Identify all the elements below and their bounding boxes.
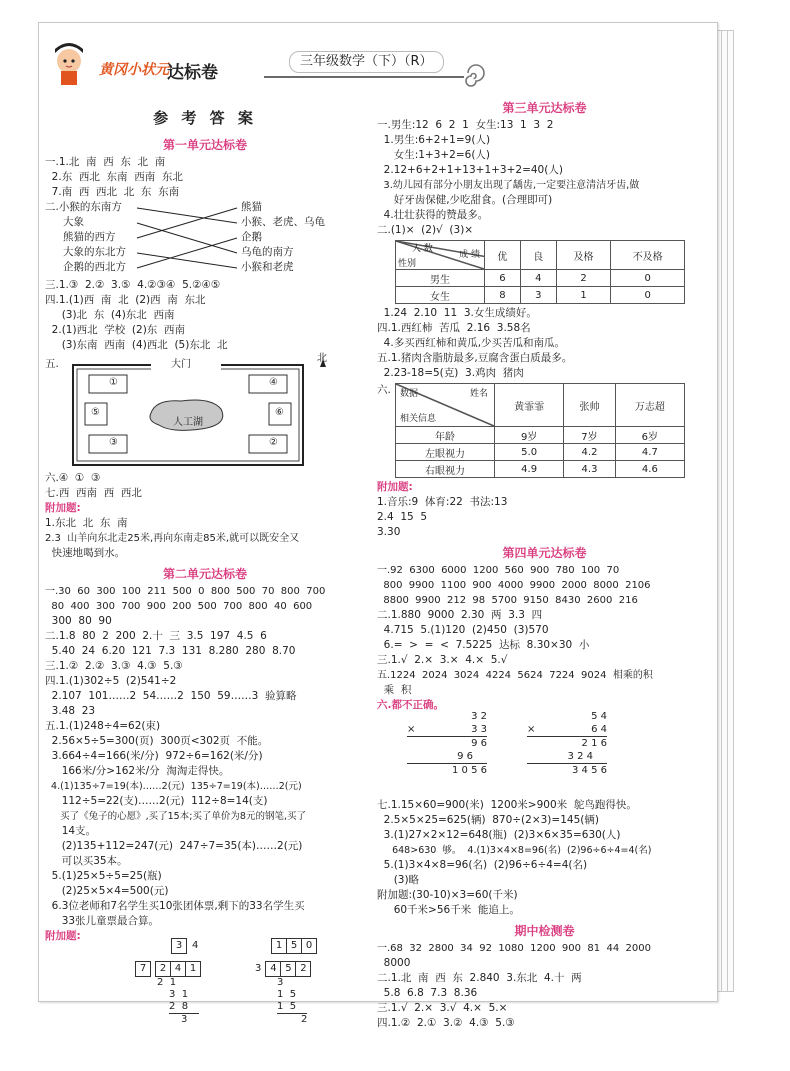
table-cell: 0 <box>611 287 685 304</box>
answer-title: 参 考 答 案 <box>153 109 257 127</box>
table-cell: 4.9 <box>495 461 564 478</box>
text-line: (3)北 东 (4)东北 西南 <box>45 309 175 321</box>
text-line: 四.1.(1)302÷5 (2)541÷2 <box>45 675 177 687</box>
text-line: 80 400 300 700 900 200 500 700 800 40 600 <box>45 601 313 612</box>
matching-diagram <box>45 200 365 278</box>
swirl-icon <box>464 61 488 85</box>
text-line: 300 80 90 <box>45 615 112 627</box>
division-section <box>45 929 365 1025</box>
table-cell: 4 <box>520 270 556 287</box>
table-cell: 8 <box>485 287 521 304</box>
text-line: 四.1.(1)西 南 北 (2)西 南 东北 <box>45 294 206 306</box>
column-header: 万志超 <box>615 384 684 427</box>
text-line: 3.664÷4=166(米/分) 972÷6=162(米/分) <box>45 750 263 762</box>
dividend-digit: 2 <box>155 961 171 977</box>
text-line: 5.(1)25×5÷5=25(瓶) <box>45 870 162 882</box>
text-line: 三.1.② 2.② 3.③ 4.③ 5.③ <box>45 660 183 672</box>
text-line: 二.(1)× (2)√ (3)× <box>377 224 474 236</box>
table-cell: 9岁 <box>495 427 564 444</box>
factor: 5 4 <box>591 711 607 722</box>
text-line: 三.1.√ 2.× 3.× 4.× 5.√ <box>377 654 508 666</box>
header-corner: 姓名 <box>469 389 488 399</box>
multiplication-1 <box>407 710 487 777</box>
row-label: 年龄 <box>396 427 495 444</box>
row-label: 右眼视力 <box>396 461 495 478</box>
product: 3 4 5 6 <box>572 765 607 776</box>
text-line: 二.1.8 80 2 200 2.十 三 3.5 197 4.5 6 <box>45 630 267 642</box>
text-line: 好牙齿保健,少吃甜食。(合理即可) <box>377 194 553 206</box>
header-corner: 相关信息 <box>400 414 437 424</box>
text-line: 5.8 6.8 7.3 8.36 <box>377 987 478 999</box>
text-line: 2.23-18=5(克) 3.鸡肉 猪肉 <box>377 367 524 379</box>
map-circle: ② <box>269 437 278 448</box>
text-line: 五.1.(1)248÷4=62(束) <box>45 720 161 732</box>
text-line: 买了《兔子的心愿》,买了15本;买了单价为8元的钢笔,买了 <box>45 811 306 822</box>
text-line: 14支。 <box>45 825 97 837</box>
match-right-item: 小猴和老虎 <box>241 261 294 273</box>
long-division-2 <box>255 933 355 1026</box>
text-line: 四.1.西红柿 苦瓜 2.16 3.58名 <box>377 322 531 334</box>
match-left-item: 二.小猴的东南方 <box>45 201 122 213</box>
text-line: 2.56×5÷5=300(页) 300页<302页 不能。 <box>45 735 269 747</box>
table-cell: 2 <box>556 270 611 287</box>
unit1-title: 第一单元达标卷 <box>162 138 247 152</box>
divisor: 3 <box>255 963 262 974</box>
text-line: 4.715 5.(1)120 (2)450 (3)570 <box>377 624 549 636</box>
dividend-digit: 5 <box>280 961 296 977</box>
text-line: 乘 积 <box>377 684 412 696</box>
text-line: 三.1.③ 2.② 3.⑤ 4.②③④ 5.②④⑤ <box>45 279 221 291</box>
extra-title: 附加题: <box>377 481 413 493</box>
text-line: 33张儿童票最合算。 <box>45 915 160 927</box>
table-row <box>396 444 685 461</box>
info-table-block <box>377 383 712 478</box>
text-line: 一.男生:12 6 2 1 女生:13 1 3 2 <box>377 119 554 131</box>
table-row <box>396 270 685 287</box>
right-column <box>377 95 712 1031</box>
table-cell: 4.2 <box>564 444 615 461</box>
unit2-title: 第二单元达标卷 <box>162 567 247 581</box>
factor: 3 2 <box>471 711 487 722</box>
extra2-title: 附加题: <box>45 930 81 942</box>
text-line: (2)25×5×4=500(元) <box>45 885 169 897</box>
logo-text: 黄冈小状元 <box>99 62 169 78</box>
table-row <box>396 427 685 444</box>
text-line: 1.音乐:9 体育:22 书法:13 <box>377 496 508 508</box>
factor-value: 6 4 <box>591 724 607 735</box>
map-circle: ③ <box>109 437 118 448</box>
text-line: 七.1.15×60=900(米) 1200米>900米 鸵鸟跑得快。 <box>377 799 637 811</box>
text-line: 2.12+6+2+1+13+1+3+2=40(人) <box>377 164 563 176</box>
text-line: 800 9900 1100 900 4000 9900 2000 8000 2106 <box>377 580 651 591</box>
quotient-digit: 3 <box>171 938 187 954</box>
match-left-item: 大象 <box>63 216 84 228</box>
header-divider <box>264 76 464 78</box>
partial-product: 9 6 <box>407 750 487 764</box>
unit4-title: 第四单元达标卷 <box>502 546 587 560</box>
info-table <box>395 383 685 478</box>
header-corner: 数据 <box>400 389 419 399</box>
text-line: 六.④ ① ③ <box>45 472 101 484</box>
text-line: 快速地喝到水。 <box>45 547 126 559</box>
row-label: 男生 <box>396 270 485 287</box>
text-line: 4.多买西红柿和黄瓜,少买苦瓜和南瓜。 <box>377 337 566 349</box>
text-line: (3)略 <box>377 874 420 886</box>
table-cell: 0 <box>611 270 685 287</box>
partial-product: 2 1 6 <box>581 738 607 749</box>
map-circle: ⑥ <box>275 407 284 418</box>
division-step: 1 5 <box>277 989 297 1000</box>
column-header: 不及格 <box>611 241 685 270</box>
extra-title: 附加题: <box>45 502 81 514</box>
grades-table <box>395 240 685 304</box>
text-line: 6.3位老师和7名学生买10张团体票,剩下的33名学生买 <box>45 900 305 912</box>
text-line: 4.壮壮获得的赞最多。 <box>377 209 489 221</box>
dividend-digit: 4 <box>170 961 186 977</box>
table-cell: 7岁 <box>564 427 615 444</box>
match-right-item: 小猴、老虎、乌龟 <box>241 216 325 228</box>
factor: × 6 4 <box>527 724 607 735</box>
text-line: 四.1.② 2.① 3.② 4.③ 5.③ <box>377 1017 515 1029</box>
text-line: 2.5×5×25=625(辆) 870÷(2×3)=145(辆) <box>377 814 599 826</box>
row-label: 女生 <box>396 287 485 304</box>
column-header: 优 <box>485 241 521 270</box>
text-line: 5.40 24 6.20 121 7.3 131 8.280 280 8.70 <box>45 645 296 657</box>
table-cell: 4.7 <box>615 444 684 461</box>
text-line: 二.1.880 9000 2.30 两 3.3 四 <box>377 609 543 621</box>
text-line: 三.1.√ 2.× 3.√ 4.× 5.× <box>377 1002 508 1014</box>
text-line: 6.= > = < 7.5225 达标 8.30×30 小 <box>377 639 590 651</box>
product: 1 0 5 6 <box>452 765 487 776</box>
text-line: 一.30 60 300 100 211 500 0 800 500 70 800 700 <box>45 586 326 597</box>
multiplication-2 <box>527 710 607 777</box>
map-gate-label: 大门 <box>171 359 191 370</box>
text-line: 2.3 山羊向东北走25米,再向东南走85米,就可以既安全又 <box>45 533 300 544</box>
text-line: 1.男生:6+2+1=9(人) <box>377 134 491 146</box>
lake-label: 人工湖 <box>173 417 203 428</box>
column-header: 良 <box>520 241 556 270</box>
column-header: 黄霏霏 <box>495 384 564 427</box>
dividend-digit: 2 <box>295 961 311 977</box>
map-circle: ④ <box>269 377 278 388</box>
partial-product: 9 6 <box>471 738 487 749</box>
text-line: 1.东北 北 东 南 <box>45 517 128 529</box>
text-line: 一.92 6300 6000 1200 560 900 780 100 70 <box>377 565 620 576</box>
partial-product: 3 2 4 <box>527 750 607 764</box>
text-line: 2.107 101……2 54……2 150 59……3 验算略 <box>45 690 297 702</box>
header-corner: 性别 <box>398 259 417 269</box>
table-row <box>396 287 685 304</box>
quotient-digit: 1 <box>271 938 287 954</box>
text-line: 可以买35本。 <box>45 855 128 867</box>
text-line: 4.(1)135÷7=19(本)……2(元) 135÷7=19(本)……2(元) <box>45 781 302 792</box>
text-line: 五.1224 2024 3024 4224 5624 7224 9024 相乘的积 <box>377 670 653 681</box>
table-cell: 3 <box>520 287 556 304</box>
map-circle: ① <box>109 377 118 388</box>
table-row <box>396 461 685 478</box>
park-map <box>45 353 365 471</box>
header-corner: 成 绩 <box>459 250 480 260</box>
match-left-item: 熊猫的西方 <box>63 231 116 243</box>
text-line: 一.1.北 南 西 东 北 南 <box>45 156 166 168</box>
text-line: 七.西 西南 西 西北 <box>45 487 142 499</box>
text-line: 7.南 西 西北 北 东 东南 <box>45 186 180 198</box>
header-corner: 人 数 <box>412 244 433 254</box>
division-step: 2 8 <box>169 1001 199 1014</box>
vertical-multiplication <box>377 698 712 798</box>
table-cell: 4.3 <box>564 461 615 478</box>
text-line: (3)东南 西南 (4)西北 (5)东北 北 <box>45 339 228 351</box>
text-line: 2.(1)西北 学校 (2)东 西南 <box>45 324 185 336</box>
factor-value: 3 3 <box>471 724 487 735</box>
division-step: 3 <box>277 977 284 988</box>
division-step: 3 1 <box>169 989 189 1000</box>
text-line: 二.1.北 南 西 东 2.840 3.东北 4.十 两 <box>377 972 582 984</box>
quotient-digit: 0 <box>301 938 317 954</box>
dividend-digit: 1 <box>185 961 201 977</box>
match-lines <box>137 200 237 278</box>
text-line: 8000 <box>377 957 411 969</box>
dividend-digit: 4 <box>265 961 281 977</box>
match-right-item: 企鹅 <box>241 231 262 243</box>
midterm-title: 期中检测卷 <box>514 924 575 938</box>
column-header: 及格 <box>556 241 611 270</box>
quotient-digit: 5 <box>286 938 302 954</box>
divisor-box: 7 <box>135 961 151 977</box>
vertical-label: 六.都不正确。 <box>377 699 444 711</box>
table-cell: 4.6 <box>615 461 684 478</box>
factor: × 3 3 <box>407 724 487 735</box>
answer-sheet-page <box>38 22 718 1029</box>
table2-label: 六. <box>377 384 391 396</box>
match-right-item: 熊猫 <box>241 201 262 213</box>
division-step: 1 5 <box>277 1001 307 1014</box>
table-cell: 6岁 <box>615 427 684 444</box>
text-line: (2)135+112=247(元) 247÷7=35(本)……2(元) <box>45 840 303 852</box>
text-line: 5.(1)3×4×8=96(名) (2)96÷6÷4=4(名) <box>377 859 588 871</box>
long-division-1 <box>135 933 225 1026</box>
map-label: 五. <box>45 358 59 370</box>
row-label: 左眼视力 <box>396 444 495 461</box>
text-line: 2.东 西北 东南 西南 东北 <box>45 171 183 183</box>
brand-title: 达标卷 <box>167 63 218 83</box>
unit3-title: 第三单元达标卷 <box>502 101 587 115</box>
text-line: 3.30 <box>377 526 401 538</box>
division-step: 3 <box>181 1014 188 1025</box>
text-line: 8800 9900 212 98 5700 9150 8430 2600 216 <box>377 595 638 606</box>
text-line: 附加题:(30-10)×3=60(千米) <box>377 889 518 901</box>
left-column <box>45 103 365 1025</box>
match-right-item: 乌龟的南方 <box>241 246 294 258</box>
text-line: 女生:1+3+2=6(人) <box>377 149 491 161</box>
text-line: 648>630 够。 4.(1)3×4×8=96(名) (2)96÷6÷4=4(名) <box>377 845 652 856</box>
text-line: 一.68 32 2800 34 92 1080 1200 900 81 44 2000 <box>377 943 651 954</box>
text-line: 112÷5=22(支)……2(元) 112÷8=14(支) <box>45 795 268 807</box>
quotient-digit: 4 <box>192 940 199 951</box>
text-line: 3.(1)27×2×12=648(瓶) (2)3×6×35=630(人) <box>377 829 621 841</box>
subject-label: 三年级数学（下）（R） <box>289 51 444 73</box>
division-step: 2 1 <box>157 977 177 988</box>
table-cell: 1 <box>556 287 611 304</box>
text-line: 2.4 15 5 <box>377 511 428 523</box>
table-cell: 5.0 <box>495 444 564 461</box>
column-header: 张帅 <box>564 384 615 427</box>
match-left-item: 企鹅的西北方 <box>63 261 126 273</box>
north-label: 北 <box>317 353 327 364</box>
map-circle: ⑤ <box>91 407 100 418</box>
text-line: 3.48 23 <box>45 705 96 717</box>
text-line: 1.24 2.10 11 3.女生成绩好。 <box>377 307 537 319</box>
table-cell: 6 <box>485 270 521 287</box>
text-line: 166米/分>162米/分 淘淘走得快。 <box>45 765 230 777</box>
division-step: 2 <box>301 1014 308 1025</box>
text-line: 3.幼儿园有部分小朋友出现了龋齿,一定要注意清洁牙齿,做 <box>377 180 640 191</box>
text-line: 五.1.猪肉含脂肪最多,豆腐含蛋白质最多。 <box>377 352 573 364</box>
text-line: 60千米>56千米 能追上。 <box>377 904 520 916</box>
match-left-item: 大象的东北方 <box>63 246 126 258</box>
